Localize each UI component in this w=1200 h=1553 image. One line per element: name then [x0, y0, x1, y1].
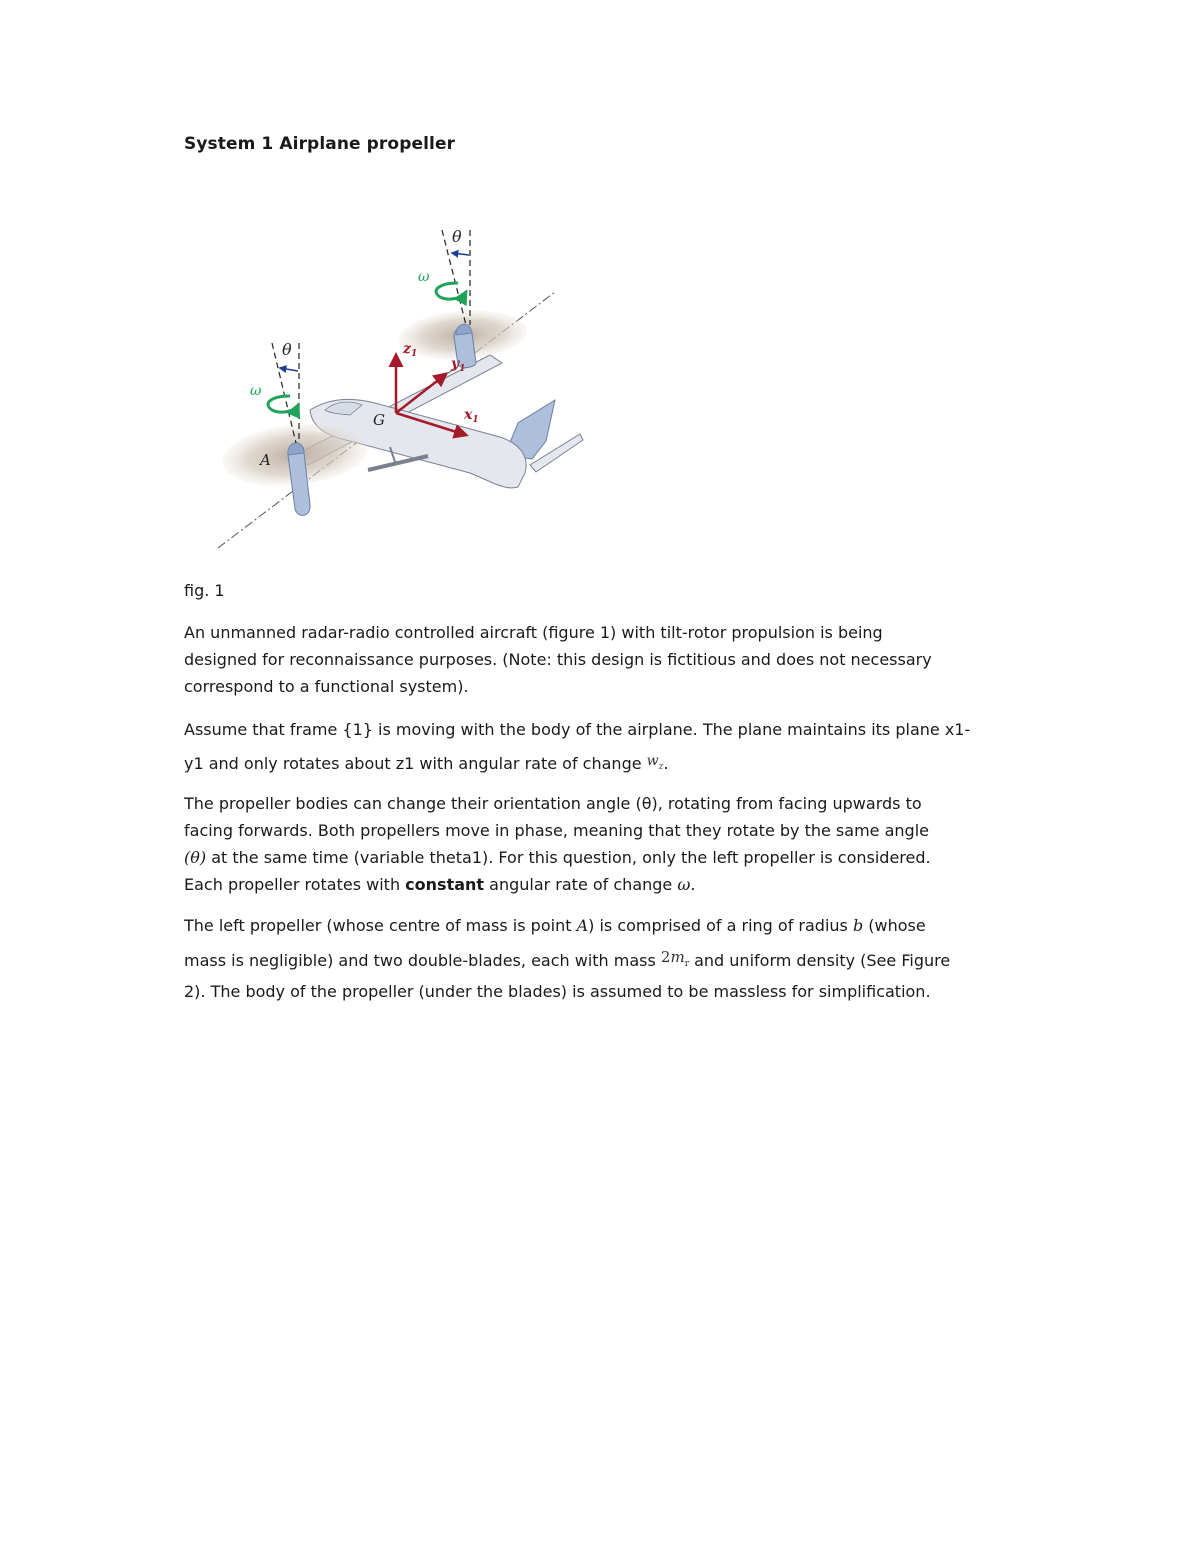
- math-radius-b: b: [852, 916, 864, 935]
- right-omega-label: ω: [418, 269, 430, 285]
- y1-label: $y_1$: [451, 356, 466, 374]
- z1-label: $z_1$: [403, 341, 418, 359]
- landing-skid: [368, 456, 428, 470]
- text-line: [184, 748, 1024, 781]
- text-line: [184, 944, 1024, 978]
- right-theta-label: θ: [452, 227, 462, 246]
- text-line: facing forwards. Both propellers move in phase, meaning that they rotate by the same angle: [184, 821, 929, 840]
- text-line: [184, 912, 1024, 939]
- text-segment: and uniform density (See Figure: [689, 951, 951, 970]
- left-omega-label: ω: [250, 383, 262, 399]
- text-segment: mass is negligible) and two double-blades, each with mass: [184, 951, 661, 970]
- paragraph-orientation: [184, 790, 1024, 898]
- point-a-label: A: [260, 451, 271, 469]
- x1-label: $x_1$: [464, 407, 479, 425]
- math-mass: $2m_r$: [660, 948, 690, 969]
- text-line: correspond to a functional system).: [184, 677, 469, 696]
- left-rotation-arrow: [268, 396, 298, 412]
- text-segment: .: [690, 875, 696, 894]
- paragraph-intro: [184, 619, 1024, 700]
- text-segment: y1 and only rotates about z1 with angular rate of change: [184, 754, 647, 773]
- text-segment: The left propeller (whose centre of mass is point: [184, 916, 577, 935]
- right-theta-arrow: [452, 253, 469, 255]
- math-theta: (θ): [184, 848, 207, 867]
- math-omega: ω: [677, 875, 691, 894]
- text-segment: Each propeller rotates with: [184, 875, 406, 894]
- text-line: An unmanned radar-radio controlled aircraft (figure 1) with tilt-rotor propulsion is being: [184, 623, 883, 642]
- paragraph-frame: [184, 716, 1024, 781]
- math-point-a: A: [576, 916, 589, 935]
- left-theta-label: θ: [282, 340, 292, 359]
- figure-caption: fig. 1: [184, 581, 225, 600]
- paragraph-propeller: [184, 912, 1024, 1005]
- text-line: 2). The body of the propeller (under the blades) is assumed to be massless for simplification.: [184, 982, 931, 1001]
- math-wz: $w_z$: [646, 753, 664, 772]
- point-g-label: G: [373, 411, 385, 429]
- text-segment: (whose: [863, 916, 926, 935]
- text-line: The propeller bodies can change their orientation angle (θ), rotating from facing upwards to: [184, 794, 922, 813]
- right-rotation-arrow: [436, 283, 466, 299]
- bold-constant: constant: [405, 875, 485, 894]
- left-theta-arrow: [280, 368, 298, 371]
- text-segment: at the same time (variable theta1). For this question, only the left propeller is considered.: [206, 848, 931, 867]
- text-line: designed for reconnaissance purposes. (Note: this design is fictitious and does not necessary: [184, 650, 932, 669]
- figure-airplane: [200, 215, 600, 560]
- text-segment: ) is comprised of a ring of radius: [588, 916, 853, 935]
- text-segment: angular rate of change: [484, 875, 678, 894]
- airplane-illustration: [200, 215, 600, 560]
- text-line: [184, 844, 1024, 871]
- page-title: System 1 Airplane propeller: [184, 134, 456, 154]
- text-segment: .: [663, 754, 669, 773]
- text-line: Assume that frame {1} is moving with the body of the airplane. The plane maintains its plane x1-: [184, 720, 971, 739]
- text-line: [184, 871, 1024, 898]
